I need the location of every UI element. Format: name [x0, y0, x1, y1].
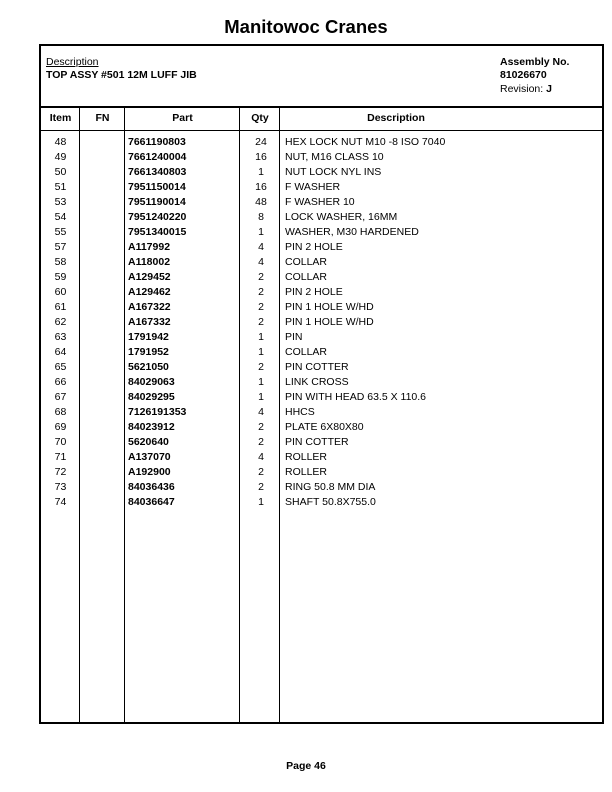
row-qty: 4 [258, 406, 264, 418]
row-item: 65 [54, 361, 67, 373]
table-row [41, 360, 602, 375]
row-part: 5620640 [128, 436, 169, 448]
row-item: 71 [54, 451, 67, 463]
table-row [41, 420, 602, 435]
parts-list-table [39, 44, 604, 724]
row-part: 7661190803 [128, 136, 186, 148]
description-value: TOP ASSY #501 12M LUFF JIB [46, 69, 197, 81]
row-item: 53 [54, 196, 67, 208]
row-item: 55 [54, 226, 67, 238]
table-body [41, 135, 602, 510]
row-description: NUT, M16 CLASS 10 [285, 151, 384, 163]
row-item: 63 [54, 331, 67, 343]
row-description: F WASHER [285, 181, 341, 193]
row-item: 62 [54, 316, 67, 328]
row-item: 64 [54, 346, 67, 358]
column-header-description: Description [367, 112, 425, 124]
row-part: 84029295 [128, 391, 175, 403]
row-description: PIN WITH HEAD 63.5 X 110.6 [285, 391, 427, 403]
row-part: 1791942 [128, 331, 169, 343]
table-row [41, 195, 602, 210]
row-description: HEX LOCK NUT M10 -8 ISO 7040 [285, 136, 446, 148]
row-item: 51 [54, 181, 67, 193]
row-part: A129462 [128, 286, 171, 298]
row-item: 61 [54, 301, 67, 313]
table-row [41, 300, 602, 315]
row-description: PIN 2 HOLE [285, 286, 343, 298]
table-row [41, 375, 602, 390]
row-description: PLATE 6X80X80 [285, 421, 364, 433]
row-item: 60 [54, 286, 67, 298]
row-description: COLLAR [285, 256, 328, 268]
row-description: F WASHER 10 [285, 196, 355, 208]
table-row [41, 150, 602, 165]
table-row [41, 465, 602, 480]
row-qty: 48 [255, 196, 267, 208]
row-qty: 8 [258, 211, 264, 223]
row-qty: 16 [255, 151, 267, 163]
row-description: SHAFT 50.8X755.0 [285, 496, 376, 508]
row-qty: 2 [258, 466, 264, 478]
table-row [41, 240, 602, 255]
row-item: 50 [54, 166, 67, 178]
row-qty: 2 [258, 436, 264, 448]
row-part: 7661340803 [128, 166, 187, 178]
row-description: WASHER, M30 HARDENED [285, 226, 419, 238]
row-part: 5621050 [128, 361, 169, 373]
row-part: 7126191353 [128, 406, 187, 418]
row-qty: 2 [258, 286, 264, 298]
row-part: 1791952 [128, 346, 169, 358]
row-item: 67 [54, 391, 67, 403]
row-qty: 1 [258, 331, 264, 343]
column-header-qty: Qty [251, 112, 269, 124]
row-description: PIN [285, 331, 303, 343]
assembly-number-label: Assembly No. [500, 56, 570, 68]
row-part: 7951240220 [128, 211, 187, 223]
row-description: NUT LOCK NYL INS [285, 166, 382, 178]
table-row [41, 270, 602, 285]
row-description: LOCK WASHER, 16MM [285, 211, 398, 223]
row-qty: 1 [258, 226, 264, 238]
row-part: A137070 [128, 451, 171, 463]
row-qty: 2 [258, 316, 264, 328]
row-description: ROLLER [285, 451, 328, 463]
table-row [41, 285, 602, 300]
table-row [41, 330, 602, 345]
row-part: 84036647 [128, 496, 175, 508]
row-qty: 2 [258, 481, 264, 493]
row-part: 84029063 [128, 376, 175, 388]
row-qty: 2 [258, 361, 264, 373]
row-part: A117992 [128, 241, 171, 253]
row-part: A129452 [128, 271, 171, 283]
row-item: 66 [54, 376, 67, 388]
table-row [41, 435, 602, 450]
table-row [41, 135, 602, 150]
row-qty: 1 [258, 346, 264, 358]
row-description: PIN COTTER [285, 361, 349, 373]
row-item: 58 [54, 256, 67, 268]
column-header-part: Part [172, 112, 193, 124]
row-part: A167322 [128, 301, 171, 313]
row-description: LINK CROSS [285, 376, 349, 388]
row-description: PIN 1 HOLE W/HD [285, 301, 374, 313]
column-header-fn: FN [95, 112, 110, 124]
row-description: ROLLER [285, 466, 328, 478]
row-description: COLLAR [285, 346, 328, 358]
table-row [41, 180, 602, 195]
table-row [41, 390, 602, 405]
row-part: A118002 [128, 256, 171, 268]
row-qty: 2 [258, 271, 264, 283]
revision-value: J [546, 83, 552, 95]
row-part: 7951340015 [128, 226, 187, 238]
row-item: 48 [54, 136, 67, 148]
row-qty: 2 [258, 301, 264, 313]
row-item: 72 [54, 466, 67, 478]
table-row [41, 495, 602, 510]
table-row [41, 480, 602, 495]
row-item: 73 [54, 481, 67, 493]
row-qty: 1 [258, 376, 264, 388]
assembly-number-value: 81026670 [500, 69, 547, 81]
row-qty: 4 [258, 451, 264, 463]
row-qty: 16 [255, 181, 267, 193]
table-row [41, 315, 602, 330]
row-qty: 1 [258, 166, 264, 178]
table-row [41, 450, 602, 465]
row-part: 84036436 [128, 481, 175, 493]
row-description: HHCS [285, 406, 315, 418]
row-qty: 2 [258, 421, 264, 433]
row-part: A192900 [128, 466, 171, 478]
row-part: A167332 [128, 316, 171, 328]
column-header-item: Item [49, 112, 72, 124]
row-item: 69 [54, 421, 67, 433]
row-item: 70 [54, 436, 67, 448]
page-number: Page 46 [286, 760, 326, 772]
row-part: 84023912 [128, 421, 175, 433]
row-description: PIN 2 HOLE [285, 241, 343, 253]
assembly-header [41, 46, 602, 108]
row-item: 57 [54, 241, 67, 253]
table-row [41, 210, 602, 225]
table-row [41, 165, 602, 180]
row-part: 7951150014 [128, 181, 186, 193]
row-item: 68 [54, 406, 67, 418]
row-description: RING 50.8 MM DIA [285, 481, 376, 493]
row-description: PIN 1 HOLE W/HD [285, 316, 374, 328]
row-qty: 24 [255, 136, 267, 148]
row-part: 7951190014 [128, 196, 186, 208]
column-header-row [41, 106, 602, 131]
row-item: 74 [54, 496, 67, 508]
row-item: 49 [54, 151, 67, 163]
table-row [41, 345, 602, 360]
row-qty: 4 [258, 241, 264, 253]
description-label: Description [46, 56, 99, 68]
row-qty: 1 [258, 391, 264, 403]
row-part: 7661240004 [128, 151, 187, 163]
row-qty: 4 [258, 256, 264, 268]
table-row [41, 225, 602, 240]
revision [500, 83, 552, 95]
row-description: COLLAR [285, 271, 328, 283]
row-item: 59 [54, 271, 67, 283]
page-title: Manitowoc Cranes [224, 16, 388, 37]
table-row [41, 405, 602, 420]
table-row [41, 255, 602, 270]
revision-label: Revision: [500, 83, 544, 95]
row-item: 54 [54, 211, 67, 223]
row-qty: 1 [258, 496, 264, 508]
row-description: PIN COTTER [285, 436, 349, 448]
